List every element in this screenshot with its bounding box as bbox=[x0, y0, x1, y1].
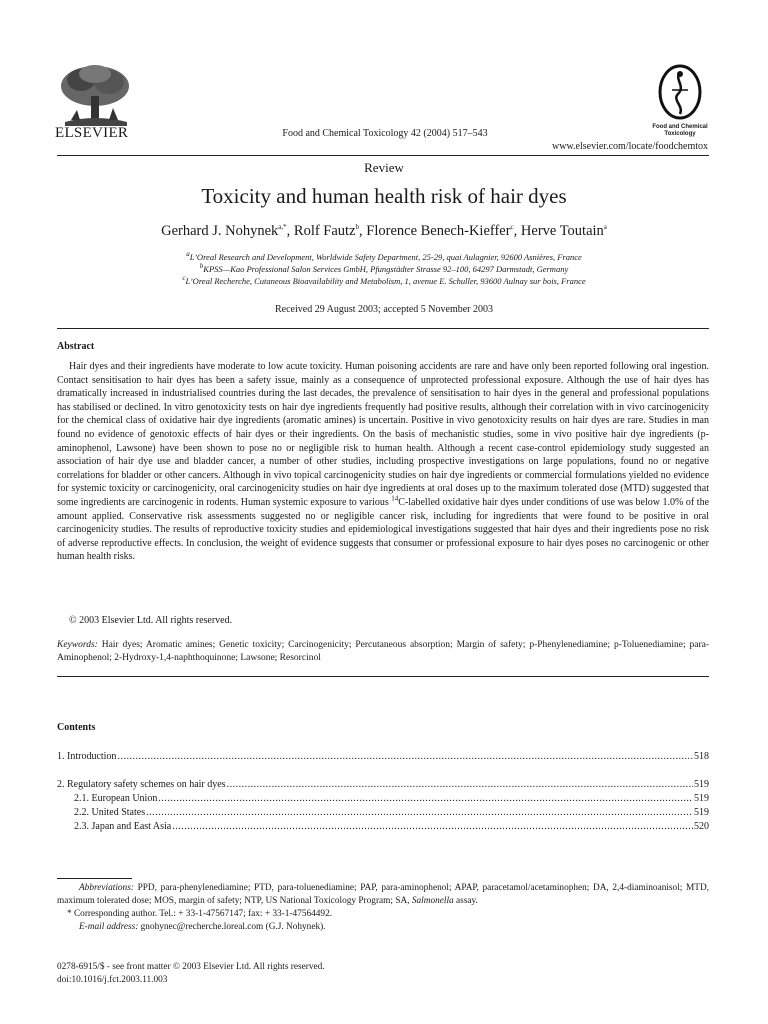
author-name: Herve Toutain bbox=[520, 223, 604, 239]
affiliation-mark: c bbox=[182, 274, 186, 283]
affiliation-mark: a bbox=[186, 250, 190, 259]
received-dates: Received 29 August 2003; accepted 5 November 2003 bbox=[275, 304, 493, 315]
abstract-heading: Abstract bbox=[57, 341, 95, 352]
keywords-label: Keywords: bbox=[57, 640, 98, 650]
author-name: Rolf Fautz bbox=[293, 223, 356, 239]
footnote-email: E-mail address: gnohynec@recherche.loreal.com (G.J. Nohynek). bbox=[79, 922, 326, 932]
abstract-top-rule bbox=[57, 328, 709, 329]
toc-entry-introduction[interactable]: 1. Introduction ..... 518 bbox=[57, 751, 709, 762]
affiliation-line: $^b$KPSS—Kao Professional Salon Services GmbH, Pfungstädter Strasse 92–100, 64297 Darmstadt, Germany bbox=[199, 262, 569, 274]
author-affiliation-mark: a,* bbox=[278, 223, 287, 232]
journal-logo-caption-2: Toxicology bbox=[664, 131, 696, 137]
journal-url[interactable]: www.elsevier.com/locate/foodchemtox bbox=[552, 141, 708, 152]
affiliations bbox=[0, 251, 768, 287]
journal-emblem-icon bbox=[654, 62, 706, 127]
header-rule bbox=[57, 155, 709, 156]
contents-heading: Contents bbox=[57, 722, 96, 733]
toc-entry-united-states[interactable]: 2.2. United States ..... 519 bbox=[74, 807, 709, 818]
toc-entry-regulatory[interactable]: 2. Regulatory safety schemes on hair dyes ..... 519 bbox=[57, 779, 709, 790]
author-name: Florence Benech-Kieffer bbox=[366, 223, 511, 239]
affiliation-line: $^c$L’Oreal Recherche, Cutaneous Bioavailability and Metabolism, 1, avenue E. Schuller, 93600 Aulnay sur bois, France bbox=[182, 274, 586, 286]
footnote-corresponding-author: * Corresponding author. Tel.: + 33-1-47567147; fax: + 33-1-47564492. bbox=[67, 909, 333, 919]
toc-entry-japan-east-asia[interactable]: 2.3. Japan and East Asia ..... 520 bbox=[74, 821, 709, 832]
keywords-text: Hair dyes; Aromatic amines; Genetic toxicity; Carcinogenicity; Percutaneous absorption; Margin of safety; p-Phenylenediamine; p-Toluenediamine; para-Aminophenol; 2-Hydroxy-1,4-naphthoquinone; Lawsone; Resorcinol bbox=[57, 640, 709, 663]
article-type: Review bbox=[364, 160, 404, 175]
author-affiliation-mark: c bbox=[510, 223, 514, 232]
footnote-rule bbox=[57, 878, 132, 879]
footnote-abbreviations: Abbreviations: PPD, para-phenylenediamine; PTD, para-toluenediamine; PAP, para-aminophenol; APAP, paracetamol/acetaminophen; DA, 2,4-diaminoanisol; MTD, maximum tolerated dose; MOS, margin of safety; NTP, US National Toxicology Program; SA, Salmonella assay. bbox=[57, 883, 709, 906]
footer-issn: 0278-6915/$ - see front matter © 2003 Elsevier Ltd. All rights reserved. bbox=[57, 962, 325, 972]
article-title: Toxicity and human health risk of hair dyes bbox=[201, 184, 567, 208]
keywords bbox=[57, 639, 709, 665]
abstract-copyright: © 2003 Elsevier Ltd. All rights reserved. bbox=[69, 615, 233, 626]
affiliation-mark: b bbox=[199, 262, 204, 271]
journal-logo bbox=[650, 62, 710, 142]
footer-doi[interactable]: doi:10.1016/j.fct.2003.11.003 bbox=[57, 975, 168, 985]
elsevier-tree-icon bbox=[55, 62, 135, 133]
abstract-body: Hair dyes and their ingredients have moderate to low acute toxicity. Human poisoning accidents are rare and have only been reported following oral ingestion. Contact sensitisation to hair dyes has been a safety issue, mainly as a consequence of unprotected professional exposure. Although the use of hair dyes has dramatically increased in industrialised countries during the last decades, the prevalence of sensitisation to hair dyes in the general and professional populations has stabilised or declined. In vitro genotoxicity tests on hair dye ingredients frequently had positive results, although their correlation with in vivo carcinogenicity for the chemical class of oxidative hair dye ingredients (aromatic amines) is uncertain. Positive in vivo genotoxicity results on hair dyes are rare. Studies in man found no evidence of genotoxic effects of hair dyes or their ingredients. On the basis of mechanistic studies, some in vivo positive hair dye ingredients (p-aminophenol, Lawsone) have been shown to pose no or negligible risk to human health. Although a recent case-control epidemiology study suggested an association of hair dye use and bladder cancer, a number of other studies, including prospective investigations on large populations, found no or negative correlations for bladder or other cancers. Although in vivo topical carcinogenicity studies on hair dye ingredients or commercial formulations yielded no evidence for systemic toxicity or carcinogenicity, oral carcinogenicity studies on hair dye ingredients at oral doses up to the maximum tolerated dose (MTD) suggested that some ingredients are carcinogenic in rodents. Human systemic exposure to various $^{14}$C-labelled oxidative hair dyes under conditions of use was below 1.0% of the amount applied. Conservative risk assessments suggested no or negligible cancer risk, including for ingredients that were found to be positive in oral carcinogenicity studies. The results of reproductive toxicity studies and epidemiological investigations suggested that hair dyes and their ingredients pose no risk of adverse reproductive effects. In conclusion, the weight of evidence suggests that consumer or professional exposure to hair dyes poses no carcinogenic or other human health risks. bbox=[57, 361, 710, 563]
author-name: Gerhard J. Nohynek bbox=[161, 223, 279, 239]
affiliation-line: $^a$L’Oreal Research and Development, Worldwide Safety Department, 25-29, quai Aulagnier, 92600 Asnières, France bbox=[186, 250, 582, 262]
publisher-name: ELSEVIER bbox=[55, 125, 129, 141]
author-email-link[interactable]: gnohynec@recherche.loreal.com (G.J. Nohynek). bbox=[140, 922, 326, 932]
author-affiliation-mark: a bbox=[603, 223, 607, 232]
author-affiliation-mark: b bbox=[355, 223, 360, 232]
elsevier-logo bbox=[55, 62, 135, 146]
journal-citation: Food and Chemical Toxicology 42 (2004) 517–543 bbox=[282, 128, 488, 139]
journal-logo-caption-1: Food and Chemical bbox=[652, 124, 708, 130]
abstract-bottom-rule bbox=[57, 676, 709, 677]
author-list: Gerhard J. Nohynek$^{a,*}$, Rolf Fautz$^b$, Florence Benech-Kieffer$^c$, Herve Toutain$^a$ bbox=[161, 223, 607, 239]
toc-entry-european-union[interactable]: 2.1. European Union ..... 519 bbox=[74, 793, 709, 804]
